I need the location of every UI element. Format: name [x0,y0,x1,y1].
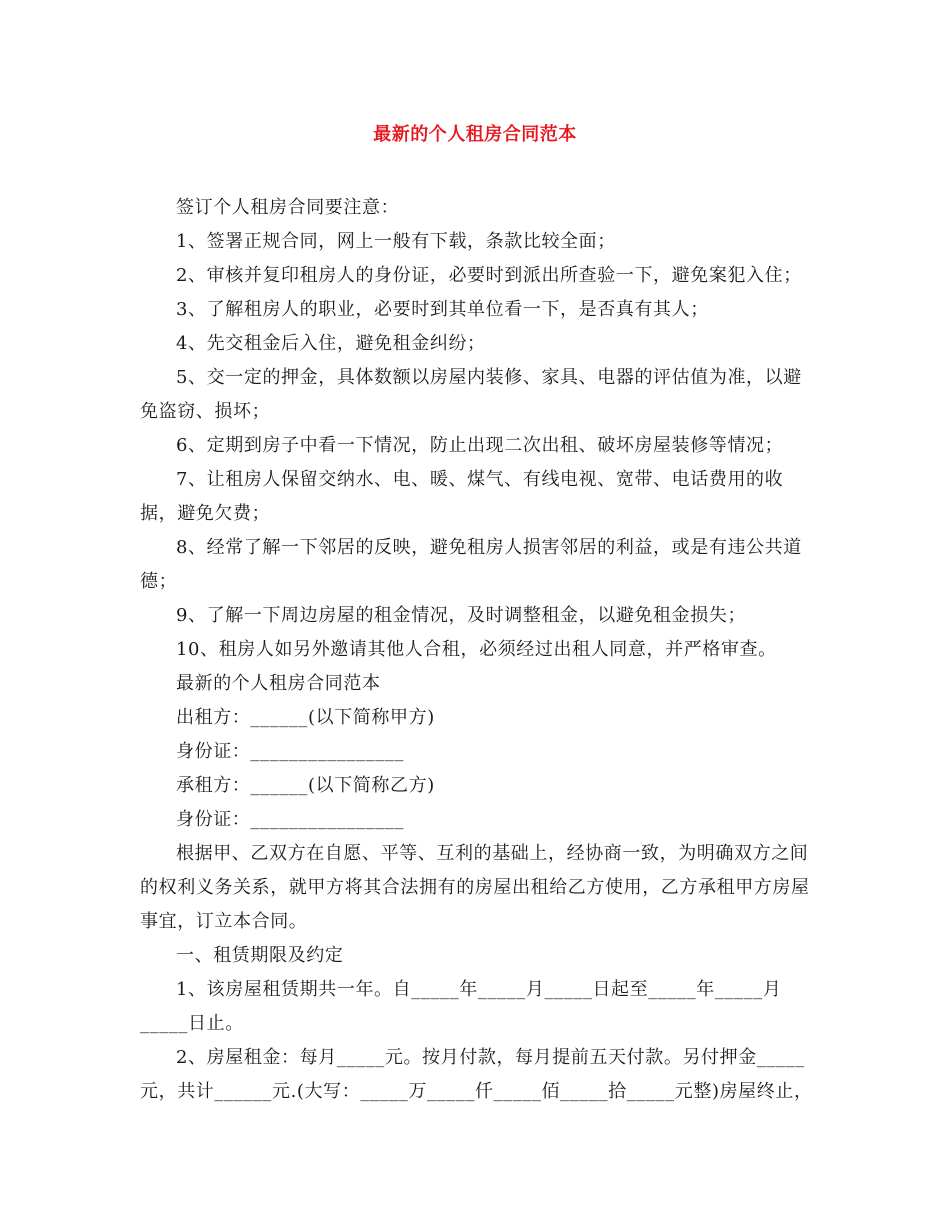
paragraph: 10、租房人如另外邀请其他人合租，必须经过出租人同意，并严格审查。 [176,639,777,660]
paragraph: 9、了解一下周边房屋的租金情况，及时调整租金，以避免租金损失； [176,605,747,626]
document-title: 最新的个人租房合同范本 [373,124,577,145]
paragraph: 签订个人租房合同要注意： [176,197,400,218]
paragraph: 1、该房屋租赁期共一年。自_____年_____月_____日起至_____年_____月_____日止。 [140,979,782,1034]
paragraph: 1、签署正规合同，网上一般有下载，条款比较全面； [176,231,616,252]
paragraph: 8、经常了解一下邻居的反映，避免租房人损害邻居的利益，或是有违公共道德； [140,537,802,592]
paragraph: 5、交一定的押金，具体数额以房屋内装修、家具、电器的评估值为准，以避免盗窃、损坏； [140,367,802,422]
paragraph: 承租方：______(以下简称乙方) [176,775,435,796]
paragraph: 一、租赁期限及约定 [176,945,344,966]
paragraph: 身份证：________________ [176,809,404,830]
paragraph: 最新的个人租房合同范本 [176,673,381,694]
paragraph: 身份证：________________ [176,741,404,762]
document-body [140,191,820,1109]
paragraph: 2、房屋租金：每月_____元。按月付款，每月提前五天付款。另付押金_____元，共计______元.(大写：_____万_____仟_____佰_____拾_____元整)房屋终止， [140,1047,813,1102]
paragraph: 6、定期到房子中看一下情况，防止出现二次出租、破坏房屋装修等情况； [176,435,784,456]
paragraph: 4、先交租金后入住，避免租金纠纷； [176,333,486,354]
paragraph: 3、了解租房人的职业，必要时到其单位看一下，是否真有其人； [176,299,709,320]
paragraph: 2、审核并复印租房人的身份证，必要时到派出所查验一下，避免案犯入住； [176,265,802,286]
paragraph: 出租方：______(以下简称甲方) [176,707,435,728]
paragraph: 7、让租房人保留交纳水、电、暖、煤气、有线电视、宽带、电话费用的收据，避免欠费； [140,469,784,524]
paragraph: 根据甲、乙双方在自愿、平等、互利的基础上，经协商一致，为明确双方之间的权利义务关系，就甲方将其合法拥有的房屋出租给乙方使用，乙方承租甲方房屋事宜，订立本合同。 [140,843,810,932]
